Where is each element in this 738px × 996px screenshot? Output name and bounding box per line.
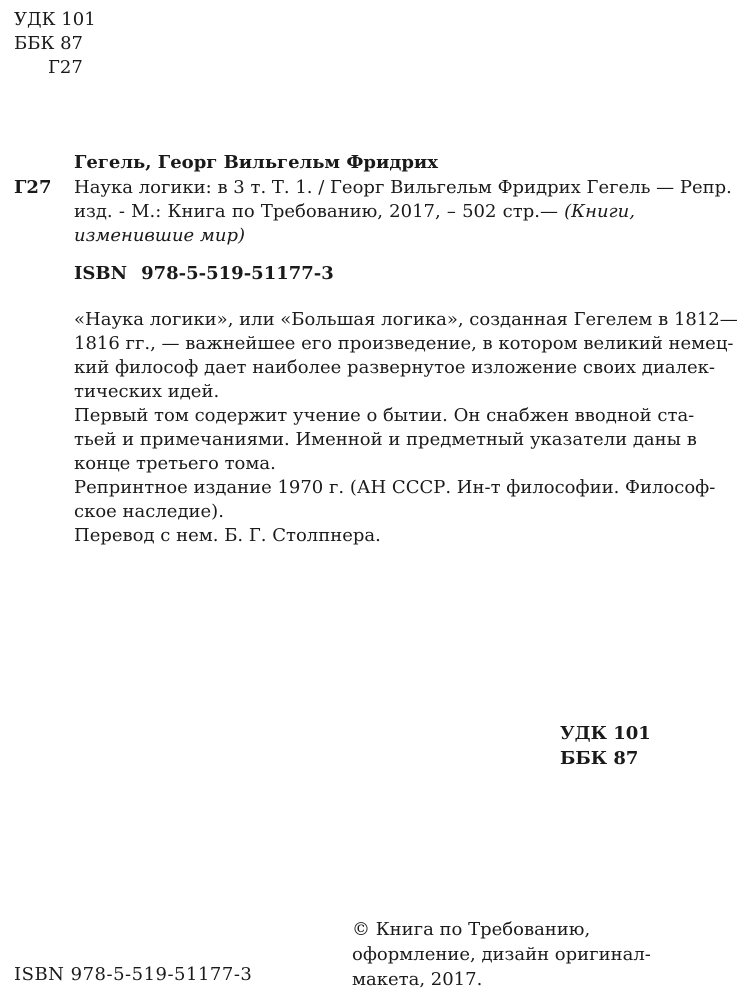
copyright-line: оформление, дизайн оригинал- xyxy=(352,944,651,965)
copyright-line: © Книга по Требованию, xyxy=(352,919,591,940)
isbn-label: ISBN xyxy=(74,263,128,284)
bib-line-text: изд. - М.: Книга по Требованию, 2017, – 502 стр.— xyxy=(74,201,558,222)
isbn-main xyxy=(74,262,334,286)
annotation-line: ское наследие). xyxy=(74,501,224,522)
isbn-bottom: ISBN 978-5-519-51177-3 xyxy=(14,964,253,985)
annotation-line: конце третьего тома. xyxy=(74,453,276,474)
series-title: (Книги, xyxy=(564,201,635,222)
isbn-number: 978-5-519-51177-3 xyxy=(141,263,334,284)
annotation-line: «Наука логики», или «Большая логика», созданная Гегелем в 1812— xyxy=(74,309,738,330)
annotation xyxy=(74,308,738,548)
author-mark-margin: Г27 xyxy=(14,177,52,198)
bbk-code-right: ББК 87 xyxy=(560,748,639,769)
classification-codes-top xyxy=(14,8,96,80)
bibliographic-description xyxy=(74,176,732,248)
bib-line: Наука логики: в 3 т. Т. 1. / Георг Вильгельм Фридрих Гегель — Репр. xyxy=(74,177,732,198)
copyright-line: макета, 2017. xyxy=(352,969,483,990)
annotation-line: кий философ дает наиболее развернутое изложение своих диалек- xyxy=(74,357,716,378)
series-title-cont: изменившие мир) xyxy=(74,225,245,246)
annotation-line: Репринтное издание 1970 г. (АН СССР. Ин-т философии. Философ- xyxy=(74,477,716,498)
udk-code-right: УДК 101 xyxy=(560,723,651,744)
author-heading: Гегель, Георг Вильгельм Фридрих xyxy=(74,152,439,173)
author-mark: Г27 xyxy=(48,57,83,78)
annotation-line: тических идей. xyxy=(74,381,220,402)
annotation-line: тьей и примечаниями. Именной и предметный указатели даны в xyxy=(74,429,697,450)
annotation-line: Перевод с нем. Б. Г. Столпнера. xyxy=(74,525,381,546)
bbk-code: ББК 87 xyxy=(14,33,84,54)
bib-line xyxy=(74,200,635,224)
copyright-notice xyxy=(352,917,651,992)
udk-code: УДК 101 xyxy=(14,9,96,30)
annotation-line: Первый том содержит учение о бытии. Он снабжен вводной ста- xyxy=(74,405,695,426)
annotation-line: 1816 гг., — важнейшее его произведение, в котором великий немец- xyxy=(74,333,734,354)
classification-codes-right xyxy=(560,721,651,771)
